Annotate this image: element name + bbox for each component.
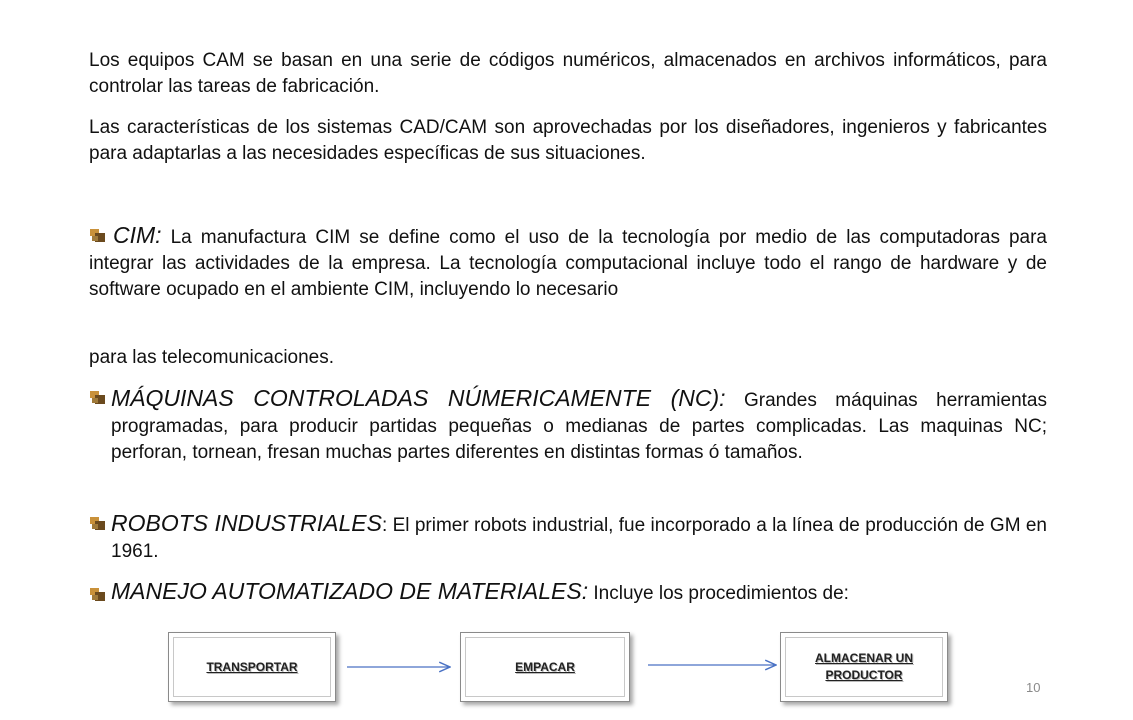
bullet-term: CIM: xyxy=(113,222,162,248)
continuation-text: para las telecomunicaciones. xyxy=(89,347,335,368)
box-label: TRANSPORTAR xyxy=(206,659,298,674)
bullet-term: ROBOTS INDUSTRIALES xyxy=(111,510,382,536)
bullet-text: La manufactura CIM se define como el uso de la tecnología por medio de las computadoras para integrar las actividades de la empresa. La tecnología computacional incluye todo el rango de hardware y de software ocupado en el ambiente CIM, incluyendo lo necesario xyxy=(89,227,1047,300)
paragraph-cad-cam: Las características de los sistemas CAD/CAM son aprovechadas por los diseñadores, ingenieros y fabricantes para adaptarlas a las necesidades específicas de sus situaciones. xyxy=(89,117,1047,164)
box-label: EMPACAR xyxy=(515,659,575,674)
box-almacenar xyxy=(780,632,948,702)
box-transportar xyxy=(168,632,336,702)
box-empacar xyxy=(460,632,630,702)
bullet-term: MANEJO AUTOMATIZADO DE MATERIALES: xyxy=(111,578,589,604)
bullet-text: Incluye los procedimientos de: xyxy=(593,583,849,604)
bullet-text: Grandes máquinas herramientas programadas, para producir partidas pequeñas o medianas de partes complicadas. Las maquinas NC; perforan, tornean, fresan muchas partes diferentes en distintas formas ó tamaños. xyxy=(111,390,1048,463)
box-label: ALMACENAR UN PRODUCTOR xyxy=(815,651,913,682)
paragraph-cam-codes: Los equipos CAM se basan en una serie de códigos numéricos, almacenados en archivos informáticos, para controlar las tareas de fabricación. xyxy=(89,50,1047,97)
bullet-text: : El primer robots industrial, fue incorporado a la línea de producción de GM en 1961. xyxy=(111,515,1048,562)
bullet-term: MÁQUINAS CONTROLADAS NÚMERICAMENTE (NC): xyxy=(111,385,726,411)
page-number: 10 xyxy=(1026,680,1041,695)
